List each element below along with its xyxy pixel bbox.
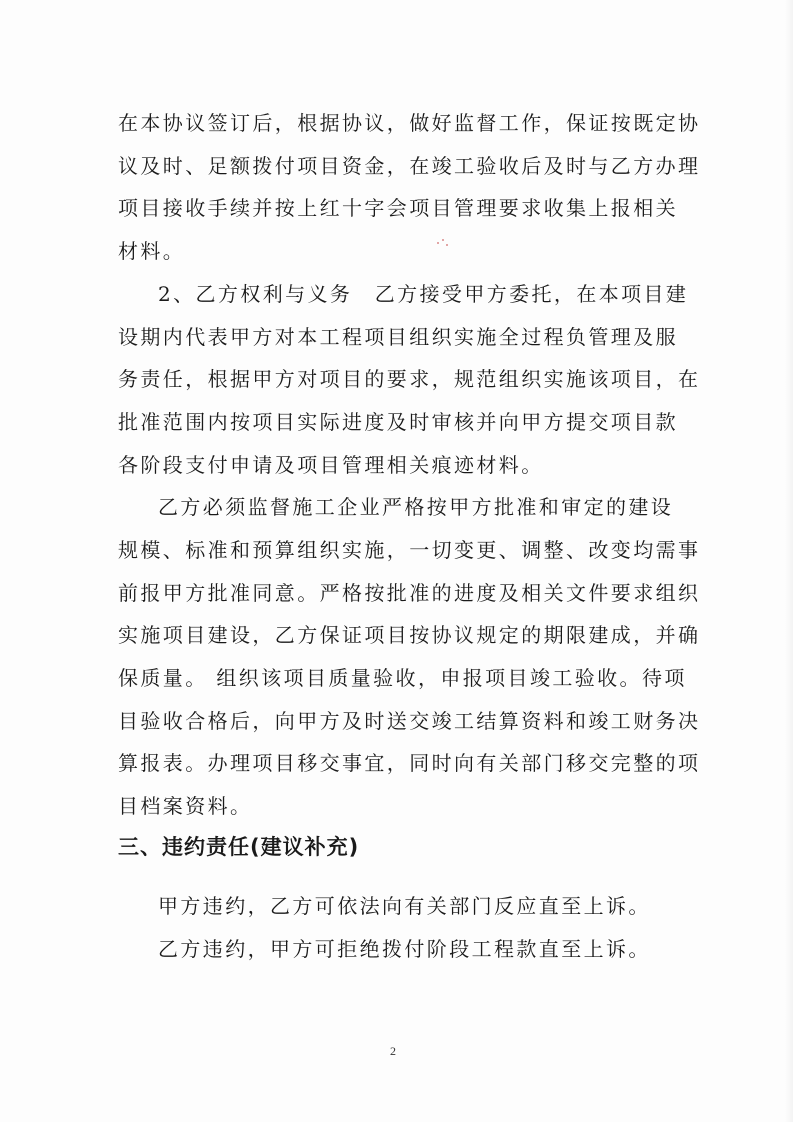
page-number: 2 — [390, 1044, 396, 1058]
text-line: 项目接收手续并按上红十字会项目管理要求收集上报相关 — [118, 196, 678, 220]
text-line: 乙方违约，甲方可拒绝拨付阶段工程款直至上诉。 — [158, 937, 651, 961]
text-line: 各阶段支付申请及项目管理相关痕迹材料。 — [118, 453, 544, 477]
text-line: 在本协议签订后，根据协议，做好监督工作，保证按既定协 — [118, 111, 701, 135]
text-line: 算报表。办理项目移交事宜，同时向有关部门移交完整的项 — [118, 751, 701, 775]
text-line: 2、乙方权利与义务 乙方接受甲方委托，在本项目建 — [158, 282, 689, 306]
text-line: 保质量。 组织该项目质量验收，申报项目竣工验收。待项 — [118, 666, 687, 690]
text-line: 目验收合格后，向甲方及时送交竣工结算资料和竣工财务决 — [118, 709, 701, 733]
text-line: 议及时、足额拨付项目资金，在竣工验收后及时与乙方办理 — [118, 154, 701, 178]
text-line: 规模、标准和预算组织实施，一切变更、调整、改变均需事 — [118, 538, 701, 562]
text-line: 乙方必须监督施工企业严格按甲方批准和审定的建设 — [158, 495, 674, 519]
text-line: 前报甲方批准同意。严格按批准的进度及相关文件要求组织 — [118, 581, 701, 605]
section-heading: 三、违约责任(建议补充) — [118, 835, 360, 859]
text-line: 务责任，根据甲方对项目的要求，规范组织实施该项目，在 — [118, 367, 701, 391]
text-line: 材料。 — [118, 239, 186, 263]
text-line: 批准范围内按项目实际进度及时审核并向甲方提交项目款 — [118, 410, 678, 434]
text-line: 甲方违约，乙方可依法向有关部门反应直至上诉。 — [158, 894, 651, 918]
ink-speck — [435, 238, 451, 248]
text-line: 实施项目建设，乙方保证项目按协议规定的期限建成，并确 — [118, 623, 701, 647]
text-line: 目档案资料。 — [118, 794, 253, 818]
text-line: 设期内代表甲方对本工程项目组织实施全过程负管理及服 — [118, 325, 678, 349]
scan-edge-shadow — [785, 0, 793, 1122]
